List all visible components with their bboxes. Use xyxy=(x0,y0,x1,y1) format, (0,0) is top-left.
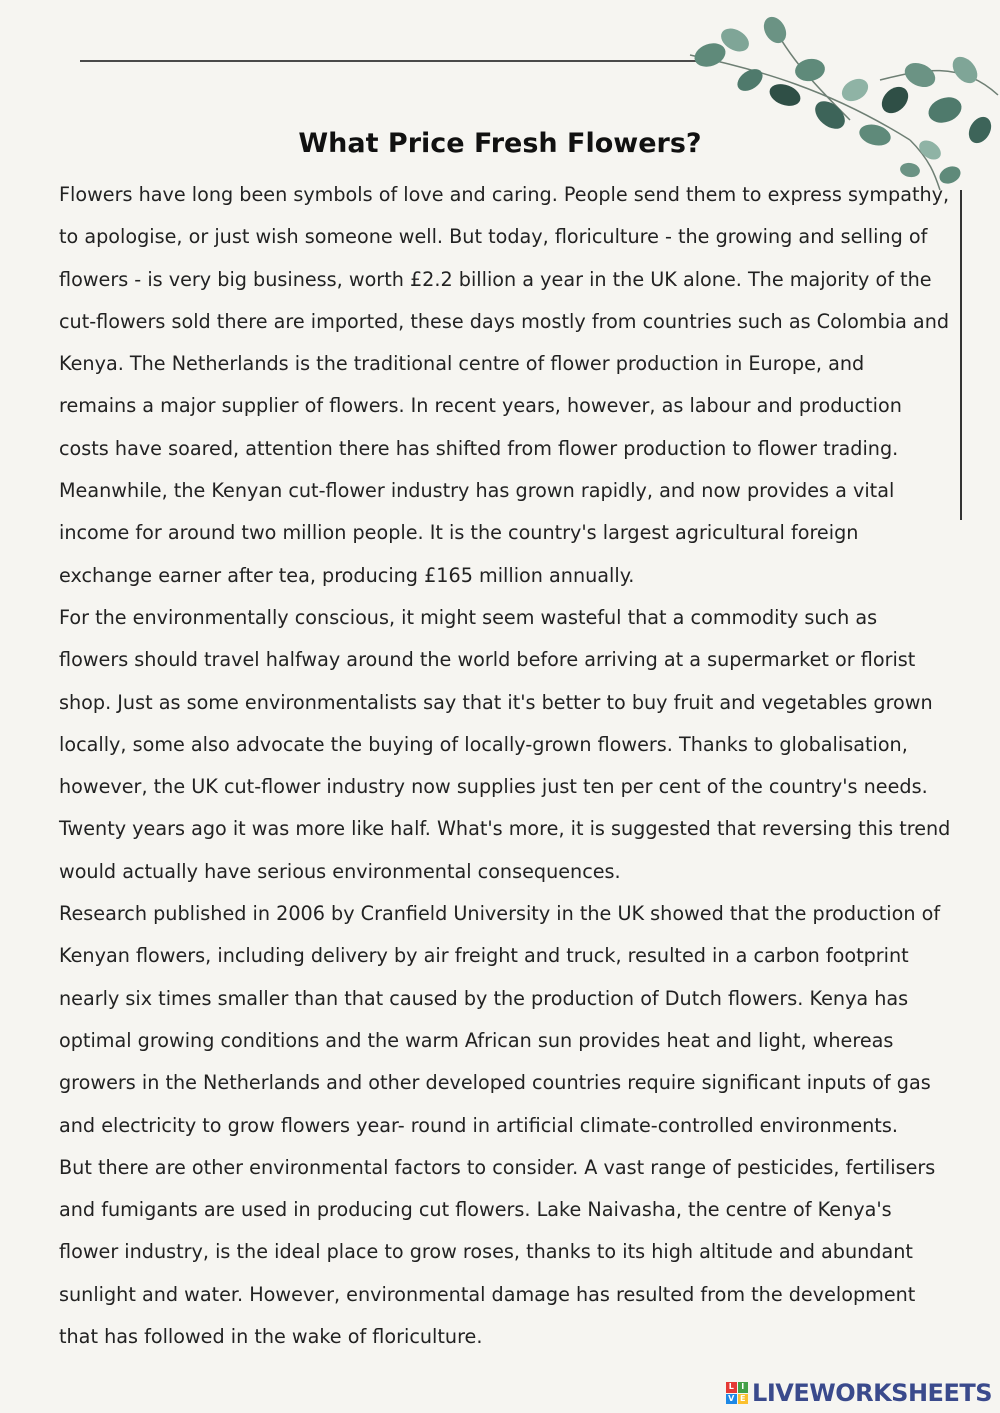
text-line: Research published in 2006 by Cranfield University in the UK showed that the production of xyxy=(59,902,941,926)
text-line: Flowers have long been symbols of love and caring. People send them to express sympathy, xyxy=(59,183,950,206)
paragraph-2 xyxy=(59,597,949,893)
text-line: and electricity to grow flowers year- round in artificial climate-controlled environments. xyxy=(59,1113,898,1137)
text-line: nearly six times smaller than that caused by the production of Dutch flowers. Kenya has xyxy=(59,986,909,1010)
logo-text: LIVEWORKSHEETS xyxy=(752,1379,992,1407)
text-line: cut-flowers sold there are imported, these days mostly from countries such as Colombia and xyxy=(59,309,950,333)
text-line: to apologise, or just wish someone well. But today, floriculture - the growing and selling of xyxy=(59,225,928,249)
text-line: But there are other environmental factors to consider. A vast range of pesticides, fertilisers xyxy=(59,1155,936,1179)
side-divider-line xyxy=(960,190,962,520)
eucalyptus-leaves-icon xyxy=(680,0,1000,200)
text-line: Meanwhile, the Kenyan cut-flower industry has grown rapidly, and now provides a vital xyxy=(59,479,895,503)
text-line: optimal growing conditions and the warm African sun provides heat and light, whereas xyxy=(59,1028,894,1052)
text-line: locally, some also advocate the buying of locally-grown flowers. Thanks to globalisation, xyxy=(59,732,908,756)
text-line: income for around two million people. It is the country's largest agricultural foreign xyxy=(59,521,859,545)
paragraph-4 xyxy=(59,1147,949,1358)
text-line: that has followed in the wake of floriculture. xyxy=(59,1325,483,1349)
text-line: shop. Just as some environmentalists say that it's better to buy fruit and vegetables grown xyxy=(59,690,933,714)
paragraph-1 xyxy=(59,174,949,597)
article-body xyxy=(59,174,949,1358)
liveworksheets-logo[interactable] xyxy=(726,1376,992,1410)
text-line: Kenya. The Netherlands is the traditional centre of flower production in Europe, and xyxy=(59,352,865,376)
text-line: sunlight and water. However, environmental damage has resulted from the development xyxy=(59,1282,916,1306)
text-line: flower industry, is the ideal place to grow roses, thanks to its high altitude and abundant xyxy=(59,1240,913,1264)
text-line: remains a major supplier of flowers. In recent years, however, as labour and production xyxy=(59,394,902,418)
text-line: exchange earner after tea, producing £165 million annually. xyxy=(59,563,635,587)
text-line: and fumigants are used in producing cut flowers. Lake Naivasha, the centre of Kenya's xyxy=(59,1198,892,1222)
top-divider-line xyxy=(80,60,720,62)
text-line: Kenyan flowers, including delivery by air freight and truck, resulted in a carbon footprint xyxy=(59,944,909,968)
text-line: Twenty years ago it was more like half. What's more, it is suggested that reversing this trend xyxy=(59,817,951,841)
text-line: For the environmentally conscious, it might seem wasteful that a commodity such as xyxy=(59,605,878,629)
text-line: flowers - is very big business, worth £2.2 billion a year in the UK alone. The majority of the xyxy=(59,267,932,291)
text-line: growers in the Netherlands and other developed countries require significant inputs of gas xyxy=(59,1071,931,1095)
text-line: flowers should travel halfway around the world before arriving at a supermarket or florist xyxy=(59,648,916,672)
text-line: however, the UK cut-flower industry now supplies just ten per cent of the country's needs. xyxy=(59,775,928,799)
paragraph-3 xyxy=(59,893,949,1147)
text-line: costs have soared, attention there has shifted from flower production to flower trading. xyxy=(59,436,899,460)
text-line: would actually have serious environmental consequences. xyxy=(59,859,621,883)
liveworksheets-logo-icon: L I V E xyxy=(726,1382,748,1404)
document-title: What Price Fresh Flowers? xyxy=(298,128,702,159)
